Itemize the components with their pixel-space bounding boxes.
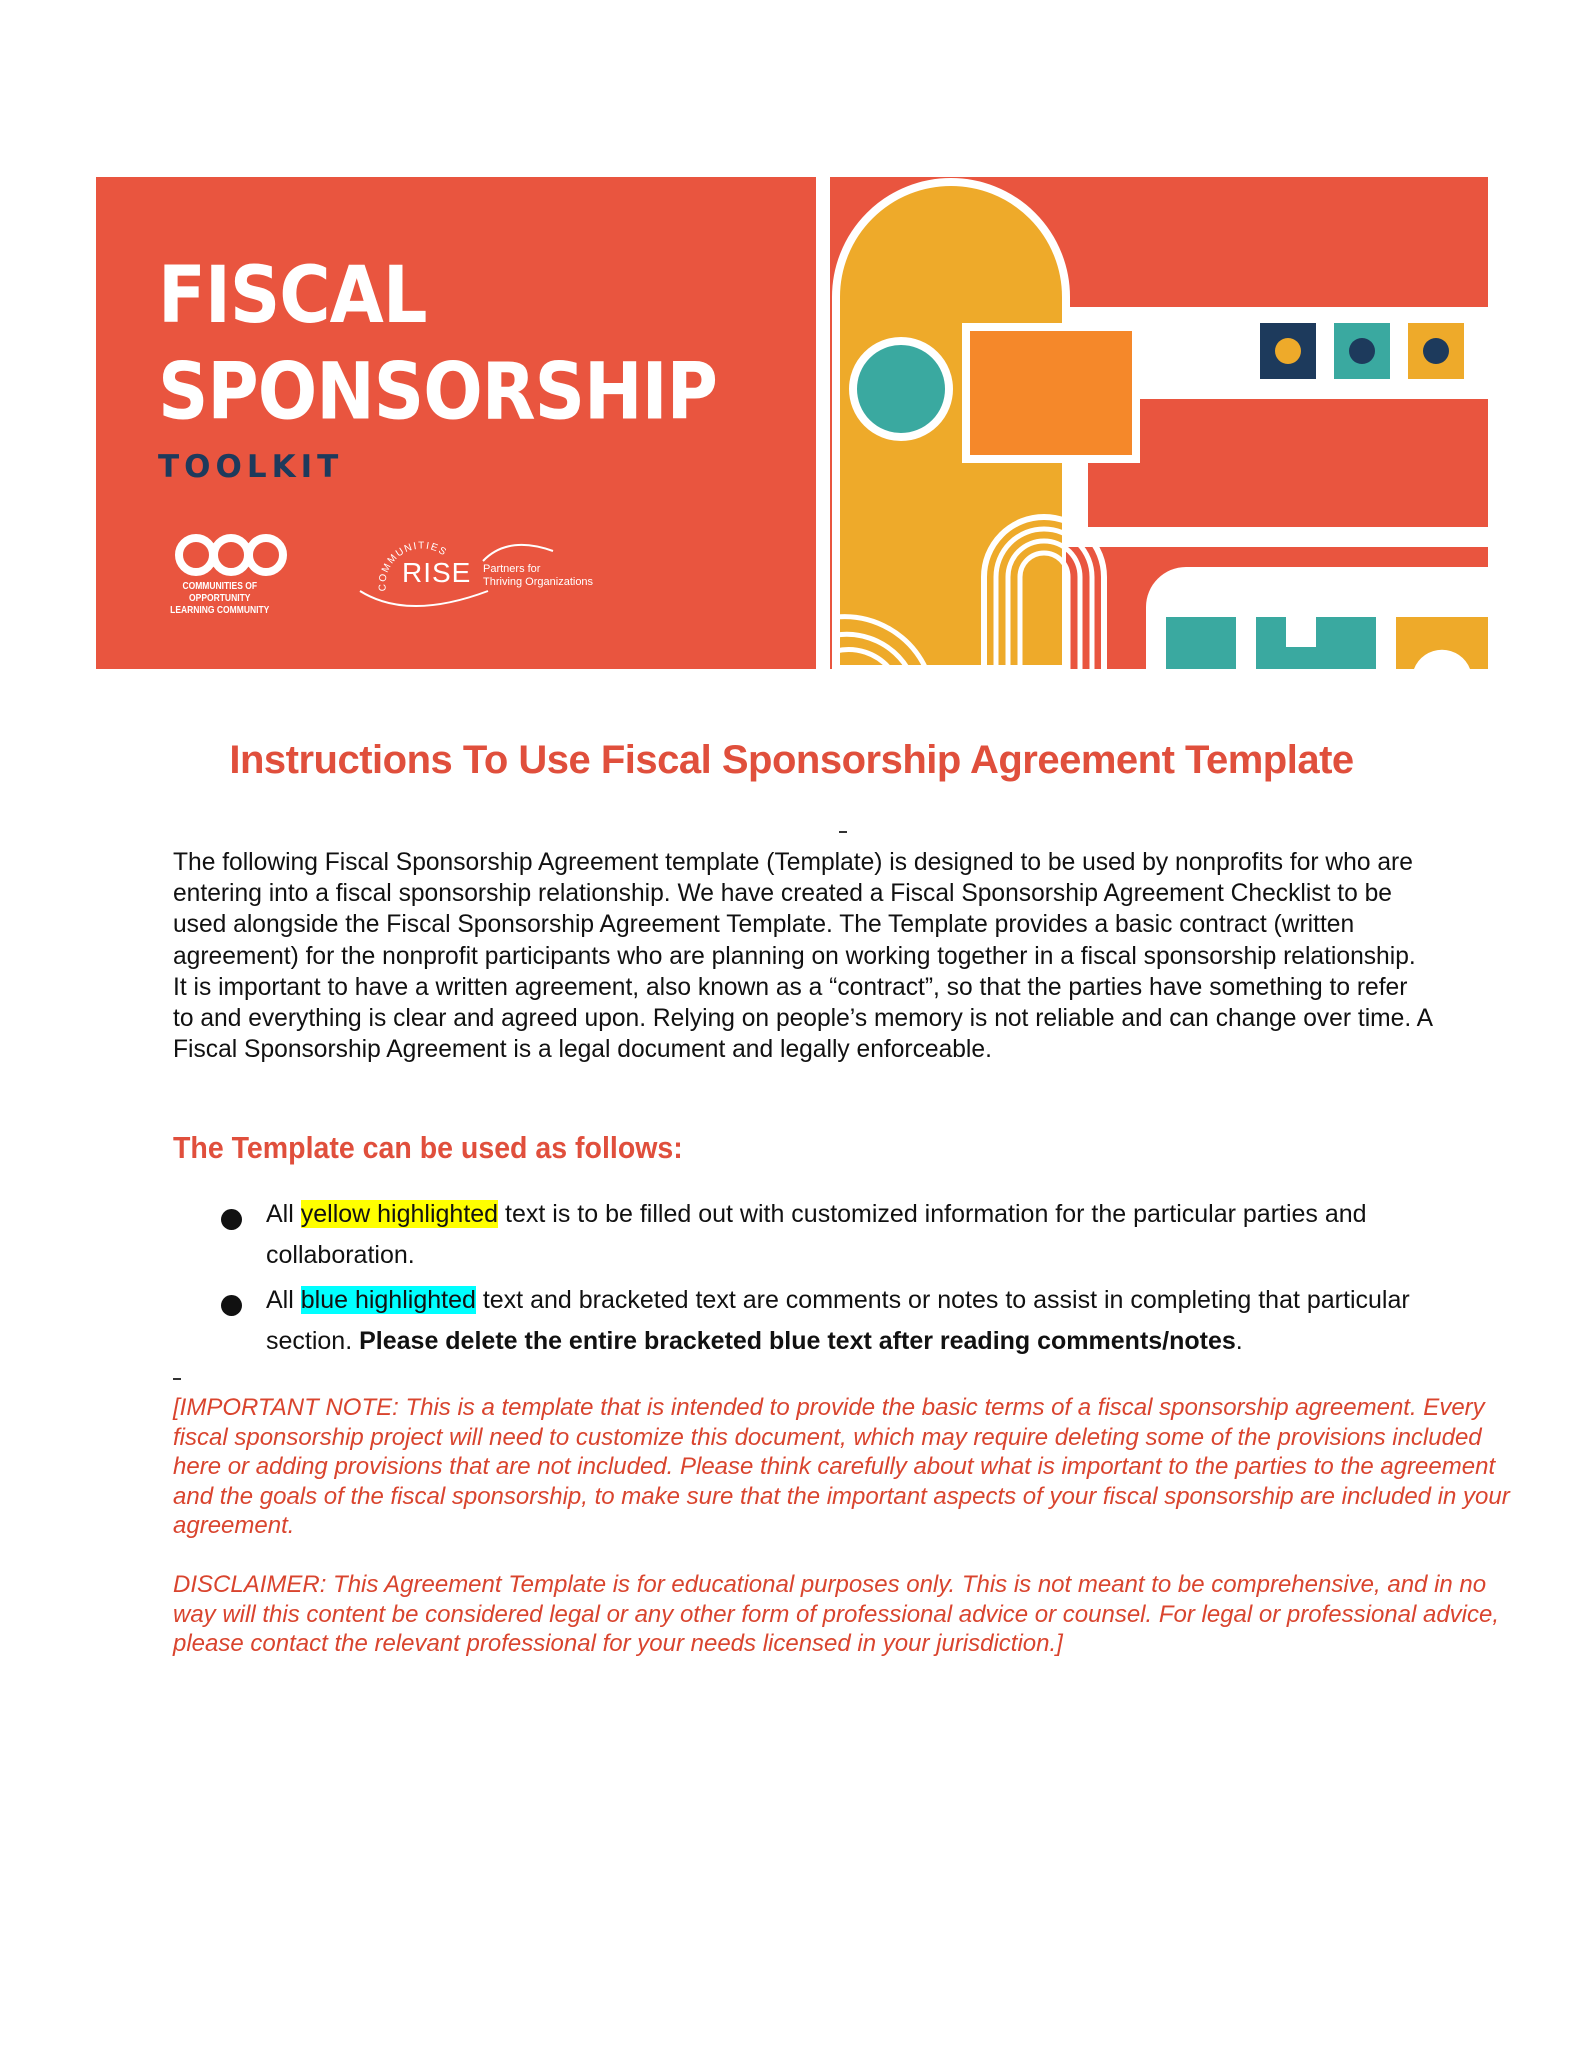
page-title: Instructions To Use Fiscal Sponsorship Agreement Template [229,738,1354,782]
coo-logo-line2: LEARNING COMMUNITY [170,605,270,616]
rise-logo-tag-line1: Partners for [483,563,541,575]
important-note: [IMPORTANT NOTE: This is a template that is intended to provide the basic terms of a fiscal sponsorship agreement. Every fiscal sponsorship project will need to customize this document, which may require deleting some of the provisions included here or adding provisions that are not included. Please think carefully about what is important to the parties to the agreement and the goals of the fiscal sponsorship, to make sure that the important aspects of your fiscal sponsorship are included in your agreement. [173,1394,1510,1539]
bullet-dot-icon [221,1295,242,1316]
yellow-highlight-text: yellow highlighted [300,1200,499,1228]
geometric-art-illustration [816,177,1488,669]
brand-subtitle: TOOLKIT [158,449,344,485]
rise-logo-tagline [483,563,593,589]
rise-logo-tag-line2: Thriving Organizations [483,576,594,588]
bullet-dot-icon [221,1209,242,1230]
divider-tick [839,831,847,833]
brand-title [158,247,717,440]
instructions-list [173,1194,1483,1366]
coo-logo-line1: COMMUNITIES OF OPPORTUNITY [182,581,258,604]
rise-logo-arc-text: COMMUNITIES [377,540,450,592]
disclaimer-note: DISCLAIMER: This Agreement Template is for educational purposes only. This is not meant to be comprehensive, and in no way will this content be considered legal or any other form of professional advice or counsel. For legal or professional advice, please contact the relevant professional for your needs licensed in your jurisdiction.] [173,1571,1500,1657]
bullet-suffix: . [1235,1327,1243,1355]
divider-tick [173,1378,181,1380]
header-banner [96,177,1488,669]
bullet-bold-instruction: Please delete the entire bracketed blue text after reading comments/notes [359,1327,1236,1355]
blue-highlight-text: blue highlighted [300,1286,476,1314]
bullet-text: text and bracketed text are comments or notes to assist in completing that particular section. [266,1286,1410,1355]
list-item [173,1280,1483,1362]
brand-title-line2: SPONSORSHIP [158,345,717,438]
banner-brand-panel [96,177,816,669]
bullet-prefix: All [266,1200,301,1228]
coo-logo-text [156,581,284,617]
brand-title-line1: FISCAL [158,249,427,342]
list-item [173,1194,1483,1276]
bullet-text: text is to be filled out with customized information for the particular parties and collaboration. [266,1200,1367,1269]
intro-paragraph: The following Fiscal Sponsorship Agreement template (Template) is designed to be used by nonprofits for who are entering into a fiscal sponsorship relationship. We have created a Fiscal Sponsorship Agreement Checklist to be used alongside the Fiscal Sponsorship Agreement Template. The Template provides a basic contract (written agreement) for the nonprofit participants who are planning on working together in a fiscal sponsorship relationship. It is important to have a written agreement, also known as a “contract”, so that the parties have something to refer to and everything is clear and agreed upon. Relying on people’s memory is not reliable and can change over time. A Fiscal Sponsorship Agreement is a legal document and legally enforceable. [173,849,1432,1064]
section-heading: The Template can be used as follows: [173,1130,683,1165]
rise-logo-word: RISE [402,557,472,588]
bullet-prefix: All [266,1286,301,1314]
